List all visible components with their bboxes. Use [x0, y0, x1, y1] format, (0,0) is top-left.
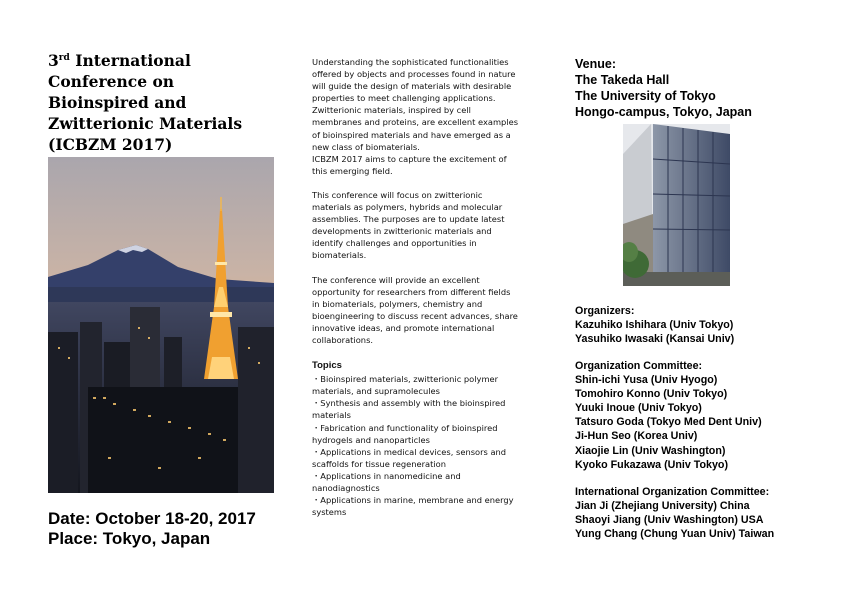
list-item: Shaoyi Jiang (Univ Washington) USA [575, 514, 764, 527]
title-line-3: Bioinspired and [48, 93, 187, 112]
list-item: ・Bioinspired materials, zwitterionic polymer [312, 374, 499, 385]
list-item: Yasuhiko Iwasaki (Kansai Univ) [575, 333, 735, 346]
list-item: ・Applications in nanomedicine and [312, 470, 461, 481]
organization-committee-section [575, 359, 762, 472]
text-line: membranes and proteins, are excellent examples [312, 117, 519, 128]
list-item: ・Applications in marine, membrane and energy [312, 495, 514, 506]
text-line: new class of biomaterials. [312, 141, 420, 152]
list-item: Xiaojie Lin (Univ Washington) [575, 444, 726, 457]
venue-heading: Venue: [575, 57, 616, 71]
title-ordinal-suffix: rd [58, 52, 70, 63]
title-line-1-text: International [69, 51, 191, 70]
list-item: scaffolds for tissue regeneration [312, 458, 446, 469]
list-item: materials [312, 410, 351, 421]
conference-title [48, 50, 278, 155]
title-line-5: (ICBZM 2017) [48, 135, 173, 154]
committee-heading: Organization Committee: [575, 360, 703, 372]
list-item: materials, and supramolecules [312, 386, 440, 397]
title-line-2: Conference on [48, 72, 175, 91]
list-item: ・Applications in medical devices, sensors and [312, 446, 507, 457]
text-line: collaborations. [312, 334, 374, 345]
conference-date: Date: October 18-20, 2017 [48, 509, 256, 528]
title-ordinal: 3 [48, 51, 59, 70]
organizers-heading: Organizers: [575, 305, 635, 317]
venue-hall: The Takeda Hall [575, 73, 670, 87]
list-item: Jian Ji (Zhejiang University) China [575, 500, 750, 513]
list-item: Kyoko Fukazawa (Univ Tokyo) [575, 458, 729, 471]
organizers-section [575, 304, 734, 346]
intl-committee-heading: International Organization Committee: [575, 486, 770, 498]
description-paragraph-3 [312, 274, 534, 347]
topics-list [312, 373, 534, 518]
list-item: systems [312, 507, 347, 518]
list-item: ・Synthesis and assembly with the bioinspired [312, 398, 506, 409]
text-line: Zwitterionic materials, inspired by cell [312, 105, 471, 116]
list-item: Tatsuro Goda (Tokyo Med Dent Univ) [575, 416, 762, 429]
text-line: will guide the design of materials with desirable [312, 81, 512, 92]
text-line: bioengineering to discuss recent advances, share [312, 310, 518, 321]
title-line-4: Zwitterionic Materials [48, 114, 243, 133]
list-item: nanodiagnostics [312, 483, 380, 493]
venue-block [575, 56, 825, 120]
text-line: biomaterials. [312, 250, 367, 261]
list-item: Yung Chang (Chung Yuan Univ) Taiwan [575, 528, 775, 541]
list-item: Tomohiro Konno (Univ Tokyo) [575, 388, 728, 401]
text-line: in biomaterials, polymers, chemistry and [312, 298, 483, 309]
venue [575, 56, 825, 120]
text-line: The conference will provide an excellent [312, 274, 480, 285]
conference-place: Place: Tokyo, Japan [48, 529, 211, 548]
topics-heading: Topics [312, 360, 342, 372]
text-line: assemblies. The purposes are to update latest [312, 214, 505, 225]
list-item: hydrogels and nanoparticles [312, 434, 430, 445]
venue-campus: Hongo-campus, Tokyo, Japan [575, 105, 752, 119]
text-line: ICBZM 2017 aims to capture the excitement of [312, 153, 507, 164]
text-line: developments in zwitterionic materials and [312, 226, 492, 237]
international-committee-section [575, 485, 774, 541]
text-line: properties to meet challenging applications. [312, 93, 496, 104]
list-item: Shin-ichi Yusa (Univ Hyogo) [575, 374, 718, 387]
tokyo-skyline-photo [48, 157, 274, 493]
text-line: this emerging field. [312, 165, 393, 176]
text-line: identify challenges and opportunities in [312, 238, 477, 249]
description-paragraph-2 [312, 189, 534, 262]
text-line: materials as polymers, hybrids and molecular [312, 202, 503, 213]
description-paragraph-1 [312, 56, 534, 177]
list-item: ・Fabrication and functionality of bioinspired [312, 422, 498, 433]
text-line: This conference will focus on zwitterionic [312, 189, 483, 200]
conference-description [312, 56, 534, 518]
text-line: opportunity for researchers from different fields [312, 286, 511, 297]
list-item: Ji-Hun Seo (Korea Univ) [575, 430, 698, 443]
list-item: Kazuhiko Ishihara (Univ Tokyo) [575, 319, 734, 332]
list-item: Yuuki Inoue (Univ Tokyo) [575, 402, 702, 415]
venue-university: The University of Tokyo [575, 89, 716, 103]
title-line-1 [48, 51, 191, 70]
text-line: Understanding the sophisticated functionalities [312, 57, 509, 67]
takeda-hall-photo [623, 124, 730, 286]
text-line: innovative ideas, and promote international [312, 322, 495, 333]
text-line: of bioinspired materials and have emerged as a [312, 129, 511, 140]
text-line: offered by objects and processes found in nature [312, 69, 516, 80]
